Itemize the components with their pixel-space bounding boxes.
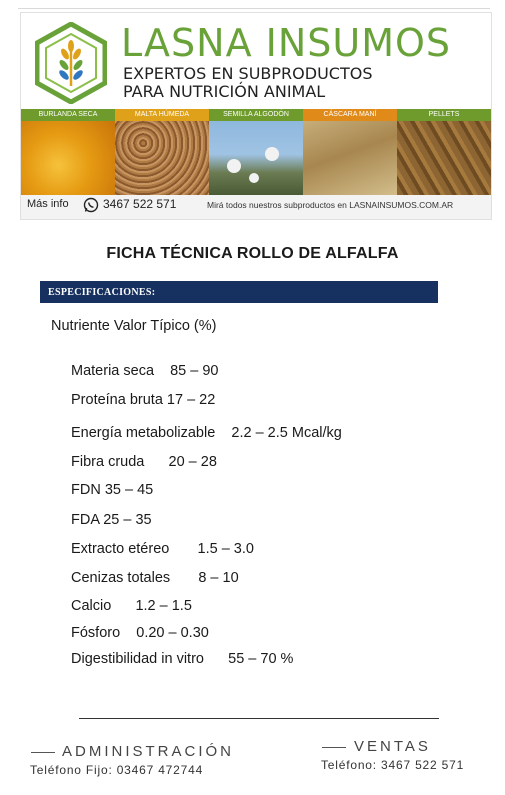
specifications-label: ESPECIFICACIONES: (48, 287, 156, 298)
company-banner (20, 12, 492, 220)
whatsapp-icon (83, 197, 99, 213)
product-label: SEMILLA ALGODÓN (209, 109, 303, 121)
wheat-logo-icon (35, 22, 107, 104)
admin-phone: Teléfono Fijo: 03467 472744 (30, 763, 204, 777)
columns-header: Nutriente Valor Típico (%) (51, 318, 217, 334)
malta-photo (115, 121, 209, 195)
nutrient-row: Cenizas totales 8 – 10 (71, 570, 239, 586)
brand-name: LASNA INSUMOS (121, 21, 452, 65)
banner-contact-bar (21, 195, 491, 219)
document-title: FICHA TÉCNICA ROLLO DE ALFALFA (106, 245, 399, 262)
burlanda-photo (21, 121, 115, 195)
nutrient-row: Materia seca 85 – 90 (71, 363, 219, 379)
tagline-line-1: EXPERTOS EN SUBPRODUCTOS (123, 64, 373, 83)
product-strip (21, 109, 491, 121)
product-photos (21, 121, 491, 195)
pellets-photo (397, 121, 491, 195)
cotton-boll-icon (249, 173, 259, 183)
nutrient-row: Extracto etéreo 1.5 – 3.0 (71, 541, 254, 557)
nutrient-row: Calcio 1.2 – 1.5 (71, 598, 192, 614)
product-label: BURLANDA SECA (21, 109, 115, 121)
banner-header (21, 13, 491, 109)
admin-label: ADMINISTRACIÓN (62, 743, 235, 760)
nutrient-row: Digestibilidad in vitro 55 – 70 % (71, 651, 294, 667)
top-divider (18, 8, 490, 9)
sales-dash (322, 747, 346, 748)
footer-divider (79, 718, 439, 719)
specifications-header-bar (40, 281, 438, 303)
banner-phone: 3467 522 571 (103, 197, 177, 211)
cotton-boll-icon (265, 147, 279, 161)
nutrient-row: Energía metabolizable 2.2 – 2.5 Mcal/kg (71, 425, 342, 441)
nutrient-row: Proteína bruta 17 – 22 (71, 392, 216, 408)
admin-dash (31, 752, 55, 753)
nutrient-row: Fibra cruda 20 – 28 (71, 454, 217, 470)
product-label: PELLETS (397, 109, 491, 121)
nutrient-row: FDA 25 – 35 (71, 512, 152, 528)
nutrient-row: Fósforo 0.20 – 0.30 (71, 625, 209, 641)
cotton-photo (209, 121, 303, 195)
nutrient-row: FDN 35 – 45 (71, 482, 154, 498)
sales-phone: Teléfono: 3467 522 571 (321, 758, 465, 772)
product-label: CÁSCARA MANÍ (303, 109, 397, 121)
cotton-boll-icon (227, 159, 241, 173)
peanut-shell-photo (303, 121, 397, 195)
more-info-label: Más info (27, 198, 69, 210)
sales-label: VENTAS (354, 738, 431, 755)
tagline-line-2: PARA NUTRICIÓN ANIMAL (123, 82, 326, 101)
product-label: MALTA HÚMEDA (115, 109, 209, 121)
website-text: Mirá todos nuestros subproductos en LASNAINSUMOS.COM.AR (207, 200, 454, 210)
